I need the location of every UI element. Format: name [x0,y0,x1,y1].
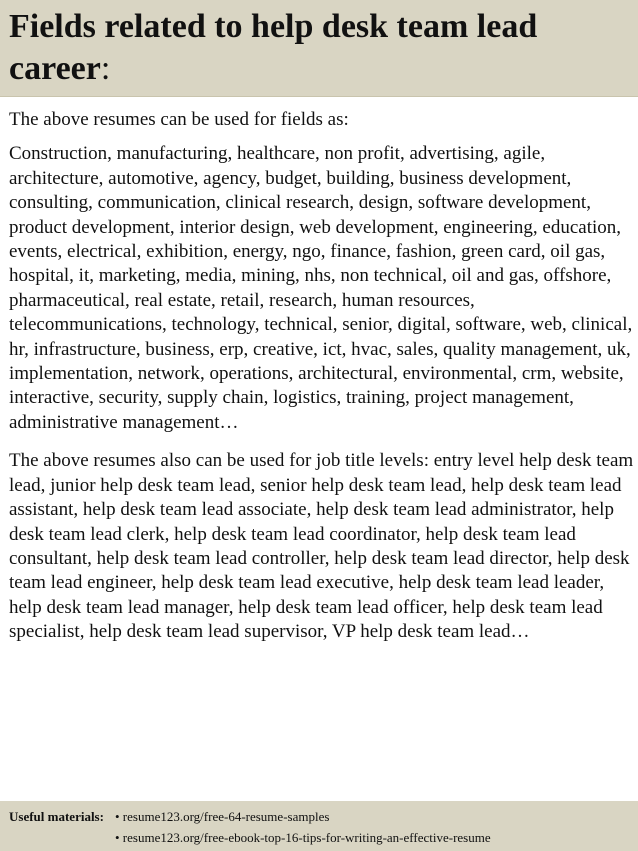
resume-ebook-link[interactable]: • resume123.org/free-ebook-top-16-tips-for-writing-an-effective-resume [115,830,491,845]
intro-paragraph: The above resumes can be used for fields as: [9,109,349,130]
resume-samples-link[interactable]: • resume123.org/free-64-resume-samples [115,809,330,824]
footer-label-spacer [9,827,115,848]
footer-row-1 [9,806,638,827]
job-levels-paragraph: The above resumes also can be used for job title levels: entry level help desk team lead, junior help desk team lead, senior help desk team lead, help desk team lead assistant, help desk team lead associate, help desk team lead administrator, help desk team lead clerk, help desk team lead coordinator, help desk team lead consultant, help desk team lead controller, help desk team lead director, help desk team lead engineer, help desk team lead executive, help desk team lead leader, help desk team lead manager, help desk team lead officer, help desk team lead specialist, help desk team lead supervisor, VP help desk team lead… [9,450,634,643]
page-title-colon: : [100,50,111,87]
page-title [9,6,629,90]
fields-list-paragraph: Construction, manufacturing, healthcare, non profit, advertising, agile, architecture, automotive, agency, budget, building, business development, consulting, communication, clinical research, design, software development, product development, interior design, web development, engineering, education, events, electrical, exhibition, energy, ngo, finance, fashion, green card, oil gas, hospital, it, marketing, media, mining, nhs, non technical, oil and gas, offshore, pharmaceutical, real estate, retail, research, human resources, telecommunications, technology, technical, senior, digital, software, web, clinical, hr, infrastructure, business, erp, creative, ict, hvac, sales, quality management, uk, implementation, network, operations, architectural, environmental, crm, website, interactive, security, supply chain, logistics, training, project management, administrative management… [9,143,633,433]
page-title-text: Fields related to help desk team lead career [9,8,538,87]
title-banner [0,0,638,97]
useful-materials-label [9,806,115,827]
main-content [9,108,634,645]
useful-materials-label-text: Useful materials [9,809,100,824]
footer-row-2 [9,827,638,848]
useful-materials-label-colon: : [99,809,104,824]
useful-materials-footer [0,801,638,851]
